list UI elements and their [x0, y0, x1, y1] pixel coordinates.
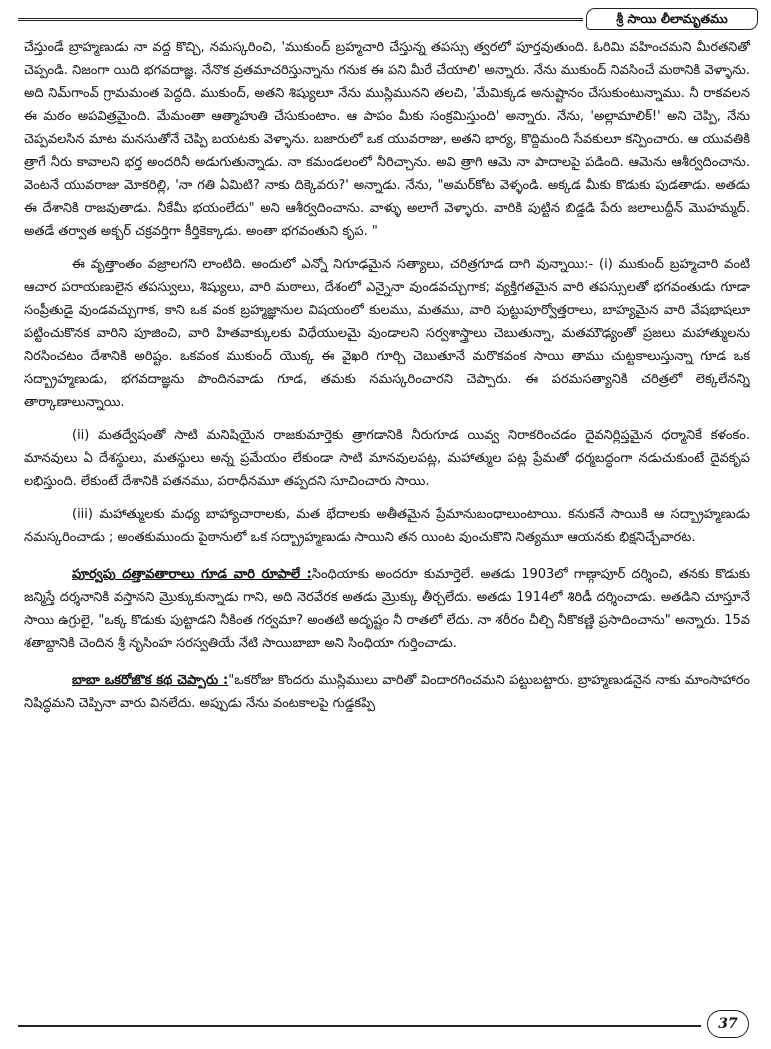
book-title: శ్రీ సాయి లీలామృతము [586, 8, 758, 30]
header-rule [18, 18, 583, 21]
section-heading: పూర్వపు దత్తావతారాలు గూడ వారి రూపాలే : [72, 567, 312, 582]
paragraph-3: (ii) మతద్వేషంతో సాటి మనిషియైన రాజకుమార్తెకు త్రాగడానికి నీరుగూడ యివ్వ నిరాకరించడం దైవనిర్లిప్తమైన ధర్మానికే కళంకం. మానవులు ఏ దేశస్థులు, మతస్థులు అన్న ప్రమేయం లేకుండా సాటి మానవులపట్ల, మహాత్ముల పట్ల ప్రేమతో ధర్మబద్ధంగా నడుచుకుంటే దైవకృప లభిస్తుంది. లేకుంటే దేశానికి పతనము, పరాధీనమూ తప్పదని సూచించారు సాయి. [24, 428, 750, 489]
page-number: 37 [707, 1010, 749, 1038]
paragraph-4: (iii) మహాత్ములకు మధ్య బాహ్యాచారాలకు, మత భేదాలకు అతీతమైన ప్రేమానుబంధాలుంటాయి. కనుకనే సాయికి ఆ సద్బ్రాహ్మణుడు నమస్కరించాడు ; అంతకుముందు పైఠానులో ఒక సద్బ్రాహ్మణుడు సాయిని తన యింట వుంచుకొని నిత్యమూ ఆయనకు భిక్షనిచ్చేవారట. [24, 507, 750, 545]
paragraph-1: చేస్తుండే బ్రాహ్మణుడు నా వద్ద కొచ్చి, నమస్కరించి, 'ముకుంద్ బ్రహ్మచారి చేస్తున్న తపస్సు త్వరలో పూర్తవుతుంది. ఓరిమి వహించమని మీరతనితో చెప్పండి. నిజంగా యిది భగవదాజ్ఞ. నేనొక వ్రతమాచరిస్తున్నాను గనుక ఈ పని మీరే చేయాలి' అన్నారు. నేను ముకుంద్ నివసించే మఠానికి వెళ్ళాను. అది నిమ్‌గాంవ్ గ్రామమంత పెద్దది. ముకుంద్, అతని శిష్యులూ నేను ముస్లిమునని తలచి, 'మేమిక్కడ అనుష్టానం చేసుకుంటున్నాము. నీ రాకవలన ఈ మఠం అపవిత్రమైంది. మేమంతా ఆత్మాహుతి చేసుకుంటాం. ఆ పాపం మీకు సంక్రమిస్తుంది' అన్నారు. నేను, 'అల్లామాలిక్!' అని చెప్పి, నేను చెప్పవలసిన మాట మనసుతోనే చెప్పి బయటకు వెళ్ళాను. బజారులో ఒక యువరాజు, అతని భార్య, కొద్దిమంది సేవకులూ కన్పించారు. ఆ యువతికి త్రాగే నీరు కావాలని భర్త అందరినీ అడుగుతున్నాడు. నా కమండలంలో నీరిచ్చాను. అవి త్రాగి ఆమె నా పాదాలపై పడింది. ఆమెను ఆశీర్వదించాను. వెంటనే యువరాజు మోకరిల్లి, 'నా గతి ఏమిటి? నాకు దిక్కెవరు?' అన్నాడు. నేను, "అమర్‌కోట వెళ్ళండి. అక్కడ మీకు కొడుకు పుడతాడు. అతడు ఈ దేశానికి రాజవుతాడు. నీకేమీ భయంలేదు" అని ఆశీర్వదించాను. వాళ్ళు అలాగే వెళ్ళారు. వారికి పుట్టిన బిడ్డడి పేరు జలాలుద్దీన్ మొహమ్మద్. అతడే తర్వాత అక్బర్ చక్రవర్తిగా కీర్తికెక్కాడు. అంతా భగవంతుని కృప. " [24, 40, 750, 239]
page-content [24, 36, 750, 1012]
paragraph-2: ఈ వృత్తాంతం వజ్రాలగని లాంటిది. అందులో ఎన్నో నిగూఢమైన సత్యాలు, చరిత్రగూడ దాగి వున్నాయి:- (i) ముకుంద్ బ్రహ్మచారి వంటి ఆచార పరాయణులైన తపస్వులు, శిష్యులు, వారి మఠాలు, దేశంలో ఎన్నైనా వుండవచ్చుగాక; వ్యక్తిగతమైన వారి తపస్సులతో భగవంతుడు గూడా సంప్రీతుడై వుండవచ్చుగాక, కాని ఒక వంక బ్రహ్మజ్ఞానుల విషయంలో కులము, మతము, వారి పుట్టుపూర్వోత్తరాలు, బాహ్యమైన వారి వేషభాషలూ పట్టించుకొనక వారిని పూజించి, వారి హితవాక్కులకు విధేయులమై వుండాలని సర్వశాస్త్రాలు చెబుతున్నా, మతమౌఢ్యంతో ప్రజలు మహాత్ములను నిరసించటం దేశానికి అరిష్టం. ఒకవంక ముకుంద్ యొక్క ఈ వైఖరి గూర్చి చెబుతూనే మరొకవంక సాయి తాము చుట్టకాలుస్తున్నా గూడ ఒక సద్బ్రాహ్మణుడు, భగవదాజ్ఞను పొందినవాడు గూడ, తమకు నమస్కరించారని చెప్పారు. ఈ పరమసత్యానికి చరిత్రలో లెక్కలేనన్ని తార్కాణాలున్నాయి. [24, 257, 750, 410]
paragraph-5-text: సింధియాకు అందరూ కుమార్తెలే. అతడు 1903లో గాణ్గాపూర్ దర్శించి, తనకు కొడుకు జన్మిస్తే దర్శనానికి వస్తానని మ్రొక్కుకున్నాడు గాని, అది నెరవేరక అతడు మ్రొక్కు తీర్చలేదు. అతడు 1914లో శిరిడీ దర్శించాడు. అతడిని చూస్తూనే సాయి ఉగ్రులై, "ఒక్క కొడుకు పుట్టాడని నీకింత గర్వమా? అంతటి అదృష్టం నీ రాతలో లేదు. నా శరీరం చీల్చి నీకొకణ్ణి ప్రసాదించాను" అన్నారు. 15వ శతాబ్దానికి చెందిన శ్రీ నృసింహ సరస్వతియే నేటి సాయిబాబా అని సింధియా గుర్తించాడు. [24, 567, 750, 651]
page-header [18, 8, 758, 30]
paragraph-6 [24, 669, 750, 715]
footer-rule [18, 1025, 701, 1027]
paragraph-6-text: "ఒకరోజు కొందరు ముస్లిములు వారితో విందారగించమని పట్టుబట్టారు. బ్రాహ్మణుడనైన నాకు మాంసాహారం నిషిద్ధమని చెప్పినా వారు వినలేదు. అప్పుడు నేను వంటకాలపై గుడ్డకప్పి [24, 673, 750, 711]
section-heading: బాబా ఒకరోజొక కథ చెప్పారు : [72, 673, 229, 688]
paragraph-5 [24, 563, 750, 655]
